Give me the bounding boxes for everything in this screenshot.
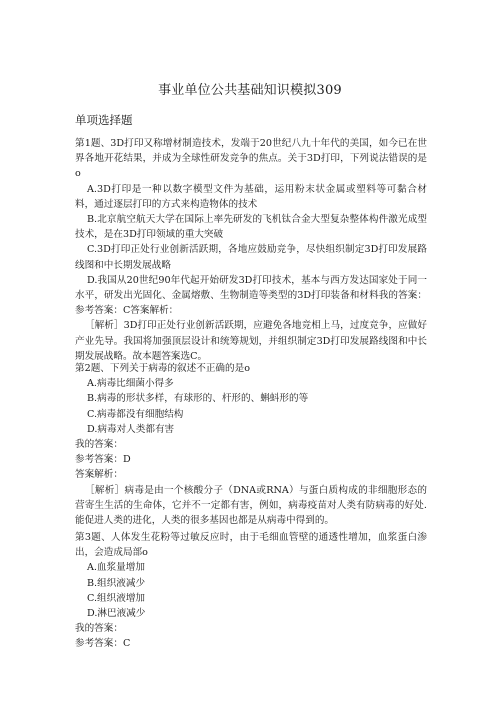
option-c: C.病毒都没有细胞结构: [87, 408, 184, 420]
question-2: [75, 361, 427, 528]
question-stem: 第1题、3D打印又称增材制造技术，发端于20世纪八九十年代的美国，如今已在世界各地开花结果，并成为全球性研发竞争的焦点。关于3D打印，下列说法错误的是o: [75, 138, 427, 180]
my-answer: 我的答案：: [75, 623, 123, 635]
option-b: B.病毒的形状多样，有球形的、杆形的、蝌蚪形的等: [87, 393, 309, 405]
question-3: [75, 530, 427, 652]
option-b: B.组织液减少: [87, 577, 146, 589]
question-stem: 第2题、下列关于病毒的叙述不正确的是o: [75, 363, 250, 374]
option-c: C.3D打印正处行业创新活跃期，各地应鼓励竞争，尽快组织制定3D打印发展路线图和中长期发展战略: [75, 244, 427, 271]
reference-answer: 参考答案：D: [75, 454, 131, 466]
option-a: A.3D打印是一种以数字模型文件为基础，运用粉末状金属或塑料等可黏合材料，通过逐层打印的方式来构造物体的技术: [75, 183, 427, 210]
reference-answer: 参考答案：C: [75, 638, 131, 650]
analysis-text: ［解析］病毒是由一个核酸分子（DNA或RNA）与蛋白质构成的非细胞形态的营寄生生活的生命体，它并不一定都有害，例如，病毒疫苗对人类有防病毒的好处.能促进人类的进化，人类的很多基因也都是从病毒中得到的。: [75, 484, 427, 527]
analysis-text: ［解析］3D打印正处行业创新活跃期，应避免各地竞相上马，过度竞争，应做好产业先导。我国将加强顶层设计和统筹规划，并组织制定3D打印发展路线图和中长期发展战略。故本题答案选C。: [75, 320, 427, 362]
option-d: D.病毒对人类都有害: [87, 423, 175, 435]
question-stem: 第3题、人体发生花粉等过敏反应时，由于毛细血管壁的通透性增加，血浆蛋白渗出，会造成局部o: [75, 532, 427, 559]
option-a: A.血浆量增加: [87, 562, 145, 574]
option-c: C.组织液增加: [87, 592, 146, 604]
my-answer: 我的答案：: [75, 439, 123, 451]
option-d: D.淋巴液减少: [87, 608, 146, 620]
option-a: A.病毒比细菌小得多: [87, 378, 174, 390]
question-1: [75, 136, 427, 364]
document-title: 事业单位公共基础知识模拟309: [158, 83, 342, 98]
option-d: D.我国从20世纪90年代起开始研发3D打印技术，基本与西方发达国家处于同一水平，研发出光固化、金属熔敷、生物制造等类型的3D打印装备和材料我的答案：参考答案：C答案解析：: [75, 274, 427, 317]
analysis-label: 答案解析：: [75, 469, 123, 481]
option-b: B.北京航空航天大学在国际上率先研发的飞机钛合金大型复杂整体构件激光成型技术，是在3D打印领域的重大突破: [75, 214, 427, 241]
section-heading: 单项选择题: [75, 113, 133, 127]
